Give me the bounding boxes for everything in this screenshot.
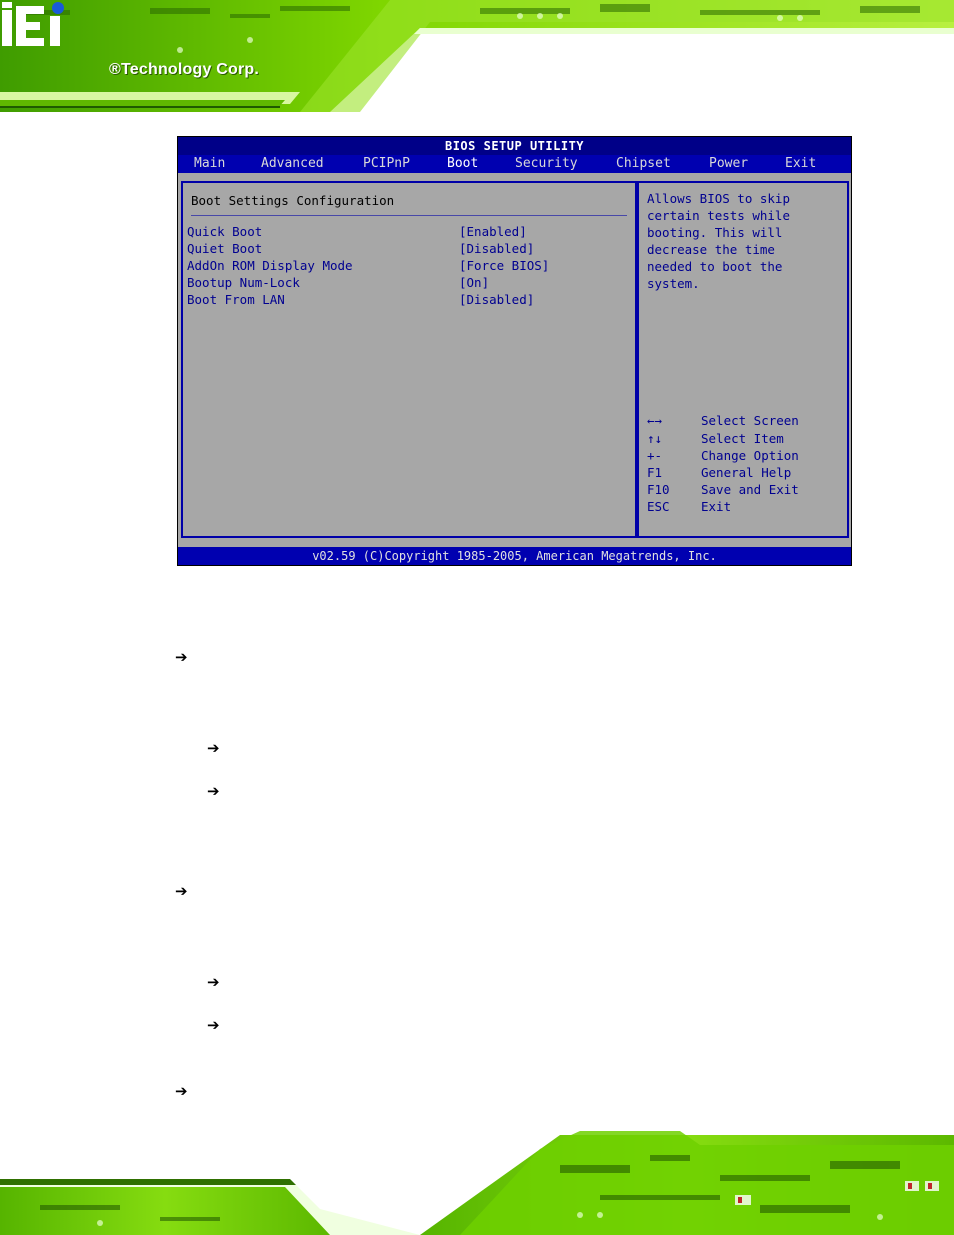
menu-chipset[interactable]: Chipset xyxy=(616,156,671,171)
key-legend-row xyxy=(647,464,791,481)
key-action: Save and Exit xyxy=(701,482,799,497)
iei-logo xyxy=(0,0,70,50)
option-quiet-boot[interactable]: Quiet Boot xyxy=(187,241,263,256)
key-esc: ESC xyxy=(647,499,670,514)
company-logo-text: ®Technology Corp. xyxy=(109,61,260,78)
bullet-arrow-icon: ➔ xyxy=(207,739,220,757)
key-action: Change Option xyxy=(701,448,799,463)
menu-exit[interactable]: Exit xyxy=(785,156,817,171)
menu-pcipnp[interactable]: PCIPnP xyxy=(363,156,410,171)
section-title: Boot Settings Configuration xyxy=(191,193,395,208)
menu-main[interactable]: Main xyxy=(194,156,226,171)
option-bootup-num-lock[interactable]: Bootup Num-Lock xyxy=(187,275,300,290)
help-line: system. xyxy=(647,276,700,291)
option-quick-boot[interactable]: Quick Boot xyxy=(187,224,263,239)
bios-menu-bar xyxy=(178,155,851,173)
bios-copyright-bar: v02.59 (C)Copyright 1985-2005, American Megatrends, Inc. xyxy=(178,547,851,565)
help-line: decrease the time xyxy=(647,242,775,257)
bullet-arrow-icon: ➔ xyxy=(175,882,188,900)
key-legend-row xyxy=(647,481,799,498)
key-legend-row xyxy=(647,498,731,515)
key-legend-row xyxy=(647,430,784,447)
bullet-arrow-icon: ➔ xyxy=(175,1082,188,1100)
value-quiet-boot[interactable]: [Disabled] xyxy=(459,241,535,256)
key-f10: F10 xyxy=(647,482,670,497)
bullet-arrow-icon: ➔ xyxy=(207,973,220,991)
help-line: certain tests while xyxy=(647,208,790,223)
option-boot-from-lan[interactable]: Boot From LAN xyxy=(187,292,285,307)
value-bootup-num-lock[interactable]: [On] xyxy=(459,275,490,290)
help-text xyxy=(647,190,843,292)
bios-title: BIOS SETUP UTILITY xyxy=(178,137,851,155)
menu-boot[interactable]: Boot xyxy=(447,156,479,171)
key-plus-minus: +- xyxy=(647,448,663,463)
menu-power[interactable]: Power xyxy=(709,156,749,171)
key-legend-row xyxy=(647,412,799,429)
key-up-down: ↑↓ xyxy=(647,431,663,446)
section-divider xyxy=(191,215,627,216)
value-quick-boot[interactable]: [Enabled] xyxy=(459,224,527,239)
bullet-arrow-icon: ➔ xyxy=(175,648,188,666)
menu-security[interactable]: Security xyxy=(515,156,578,171)
option-addon-rom-display-mode[interactable]: AddOn ROM Display Mode xyxy=(187,258,353,273)
bios-help-panel xyxy=(637,181,849,538)
key-action: Exit xyxy=(701,499,732,514)
key-action: Select Item xyxy=(701,431,784,446)
key-left-right: ←→ xyxy=(647,413,663,428)
key-action: Select Screen xyxy=(701,413,799,428)
footer-banner xyxy=(0,1125,954,1235)
bios-setup-screenshot xyxy=(177,136,852,566)
header-banner xyxy=(0,0,954,112)
help-line: Allows BIOS to skip xyxy=(647,191,790,206)
bullet-arrow-icon: ➔ xyxy=(207,782,220,800)
key-f1: F1 xyxy=(647,465,663,480)
circuit-board-footer xyxy=(0,1125,954,1235)
value-boot-from-lan[interactable]: [Disabled] xyxy=(459,292,535,307)
menu-advanced[interactable]: Advanced xyxy=(261,156,324,171)
key-legend-row xyxy=(647,447,799,464)
bullet-arrow-icon: ➔ xyxy=(207,1016,220,1034)
bios-settings-panel xyxy=(181,181,637,538)
help-line: needed to boot the xyxy=(647,259,783,274)
key-action: General Help xyxy=(701,465,792,480)
help-line: booting. This will xyxy=(647,225,783,240)
value-addon-rom-display-mode[interactable]: [Force BIOS] xyxy=(459,258,550,273)
circuit-board-banner xyxy=(0,0,954,112)
